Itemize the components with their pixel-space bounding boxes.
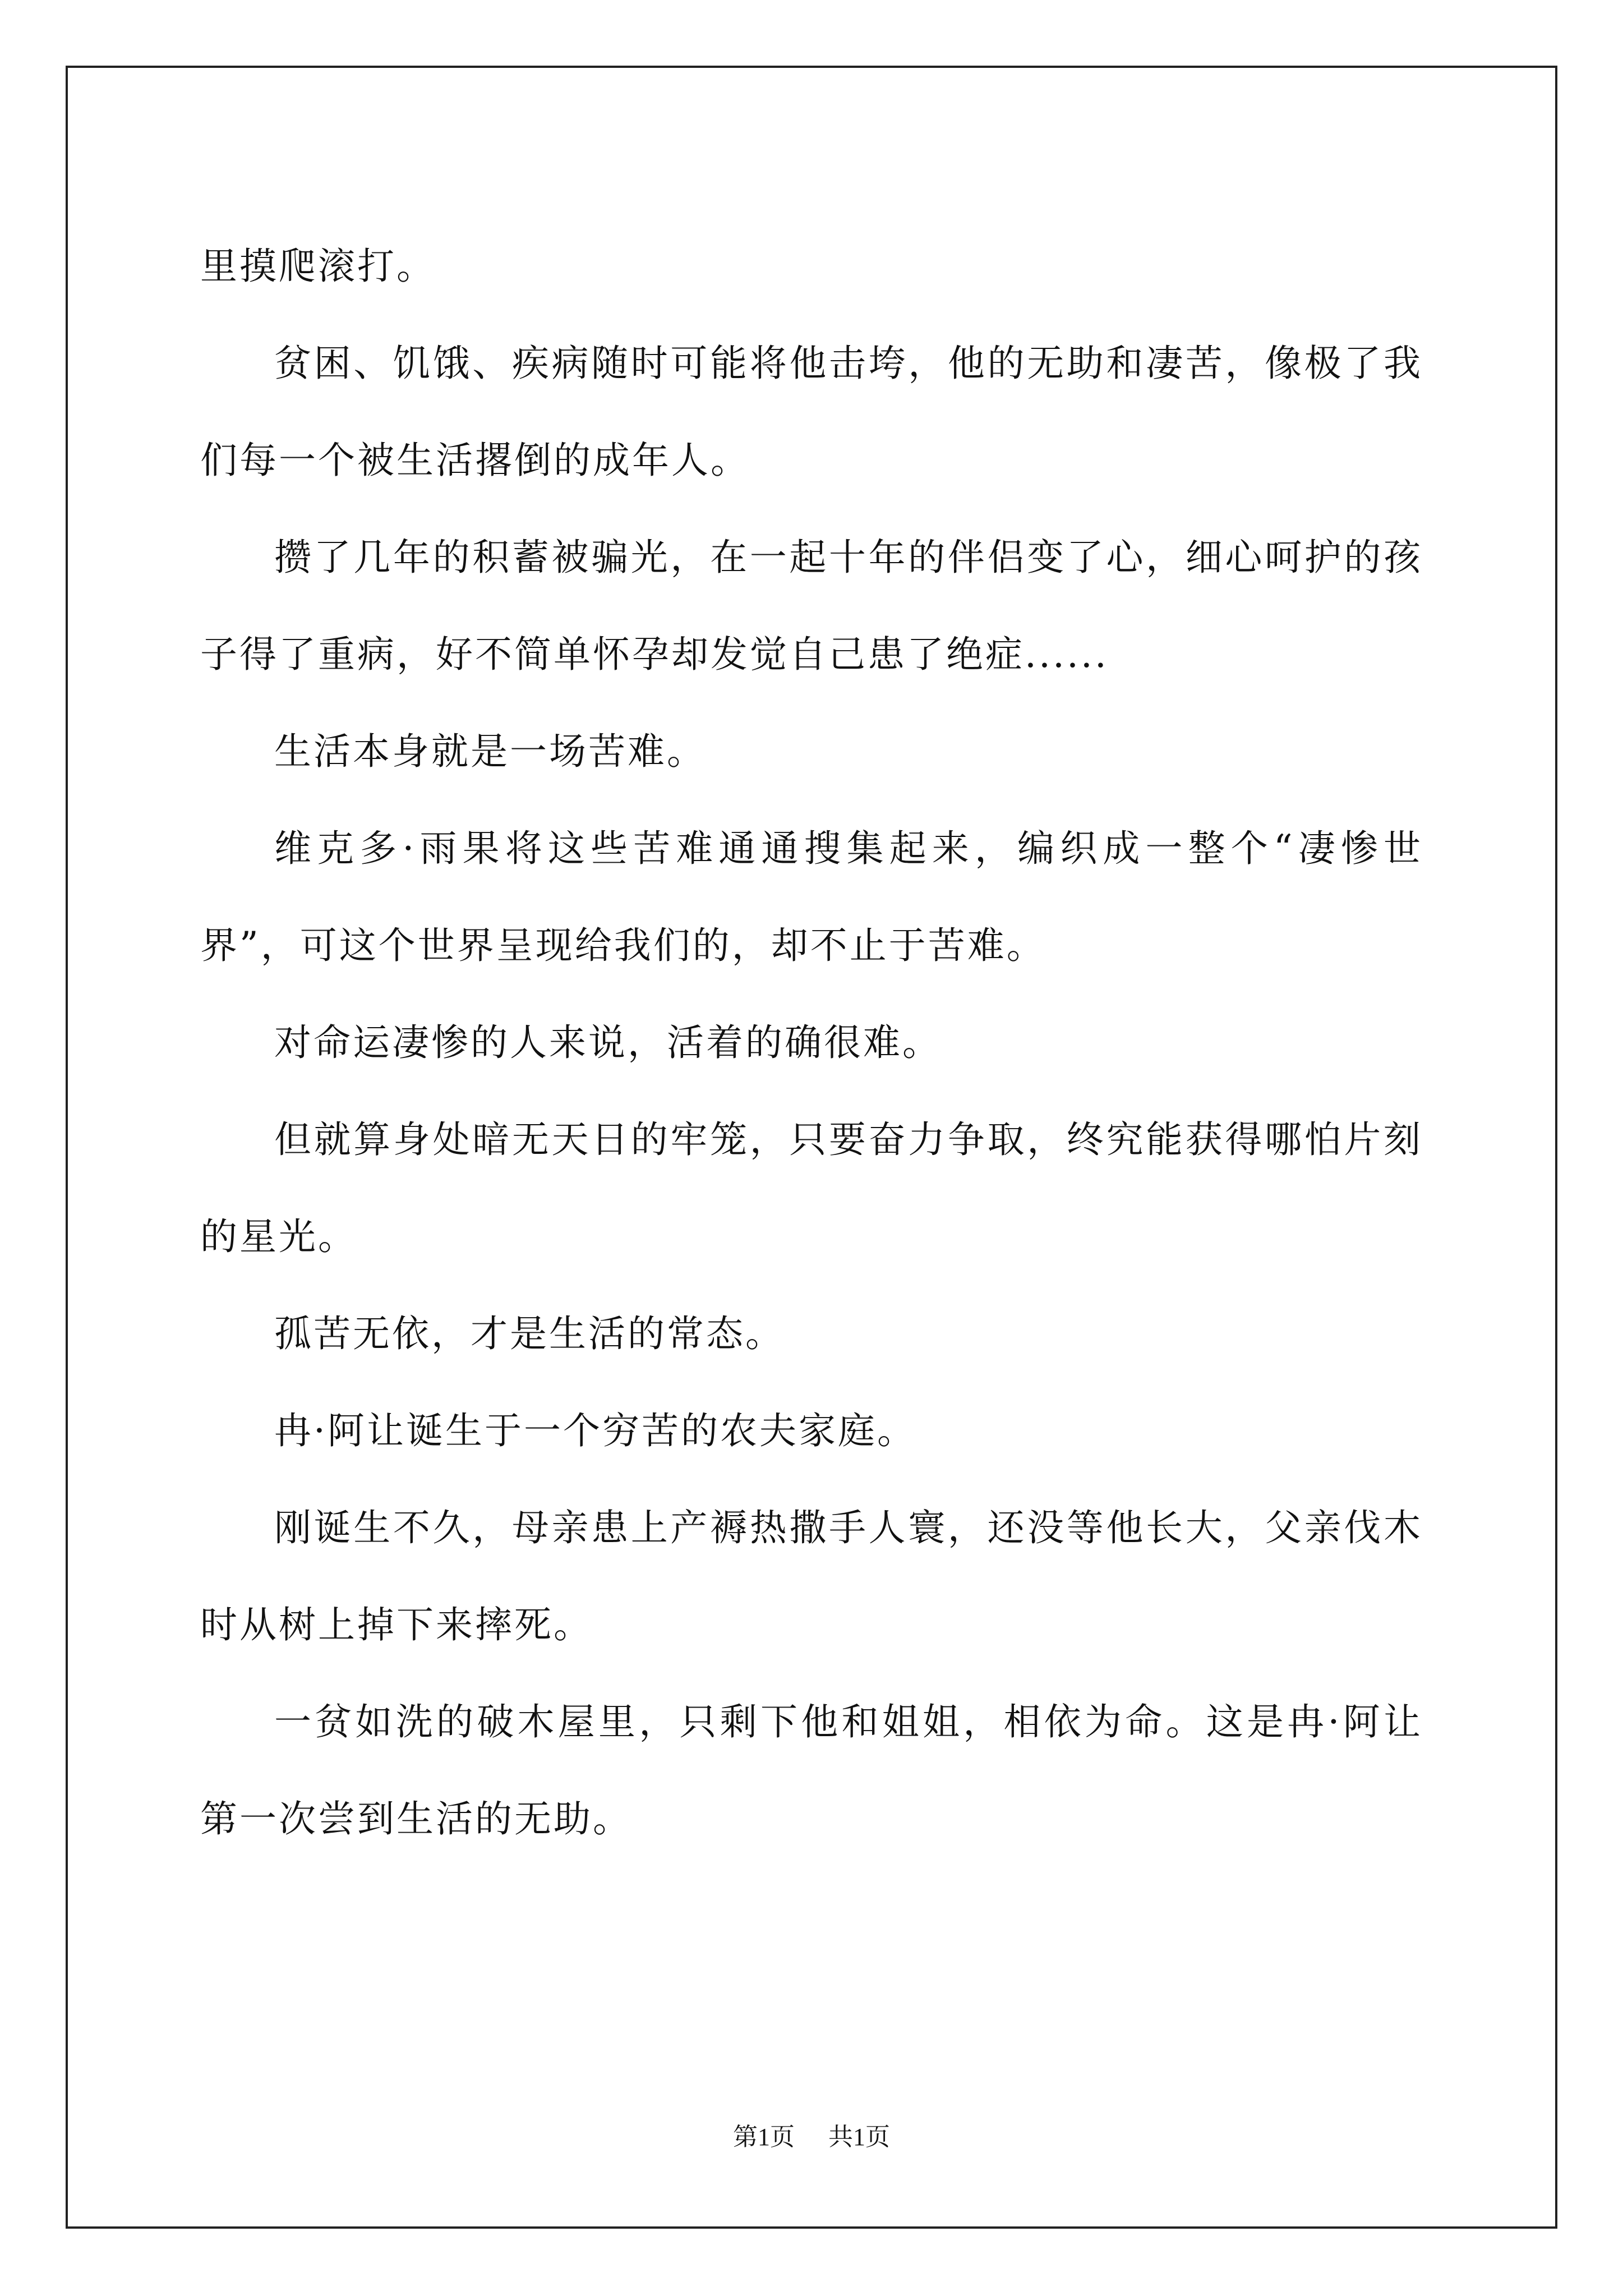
- document-body: [200, 218, 1423, 1867]
- page-footer: [0, 2120, 1623, 2154]
- paragraph-2: 贫困、饥饿、疾病随时可能将他击垮，他的无助和凄苦，像极了我们每一个被生活撂倒的成年人。: [200, 342, 1423, 482]
- paragraph-3: 攒了几年的积蓄被骗光，在一起十年的伴侣变了心，细心呵护的孩子得了重病，好不简单怀孕却发觉自己患了绝症......: [200, 536, 1423, 676]
- paragraph-8: 孤苦无依，才是生活的常态。: [274, 1312, 785, 1355]
- paragraph-9: 冉·阿让诞生于一个穷苦的农夫家庭。: [274, 1409, 916, 1452]
- paragraph-10: 刚诞生不久，母亲患上产褥热撒手人寰，还没等他长大，父亲伐木时从树上掉下来摔死。: [200, 1506, 1423, 1646]
- paragraph-1: 里摸爬滚打。: [200, 245, 436, 288]
- paragraph-6: 对命运凄惨的人来说，活着的确很难。: [274, 1021, 942, 1064]
- paragraph-5: 维克多·雨果将这些苦难通通搜集起来，编织成一整个“凄惨世界”，可这个世界呈现给我们的，却不止于苦难。: [200, 827, 1423, 967]
- paragraph-11: 一贫如洗的破木屋里，只剩下他和姐姐，相依为命。这是冉·阿让第一次尝到生活的无助。: [200, 1700, 1423, 1841]
- paragraph-4: 生活本身就是一场苦难。: [274, 730, 706, 773]
- page-number-current: 第1页: [733, 2123, 795, 2151]
- paragraph-7: 但就算身处暗无天日的牢笼，只要奋力争取，终究能获得哪怕片刻的星光。: [200, 1118, 1423, 1258]
- page-number-total: 共1页: [828, 2123, 890, 2151]
